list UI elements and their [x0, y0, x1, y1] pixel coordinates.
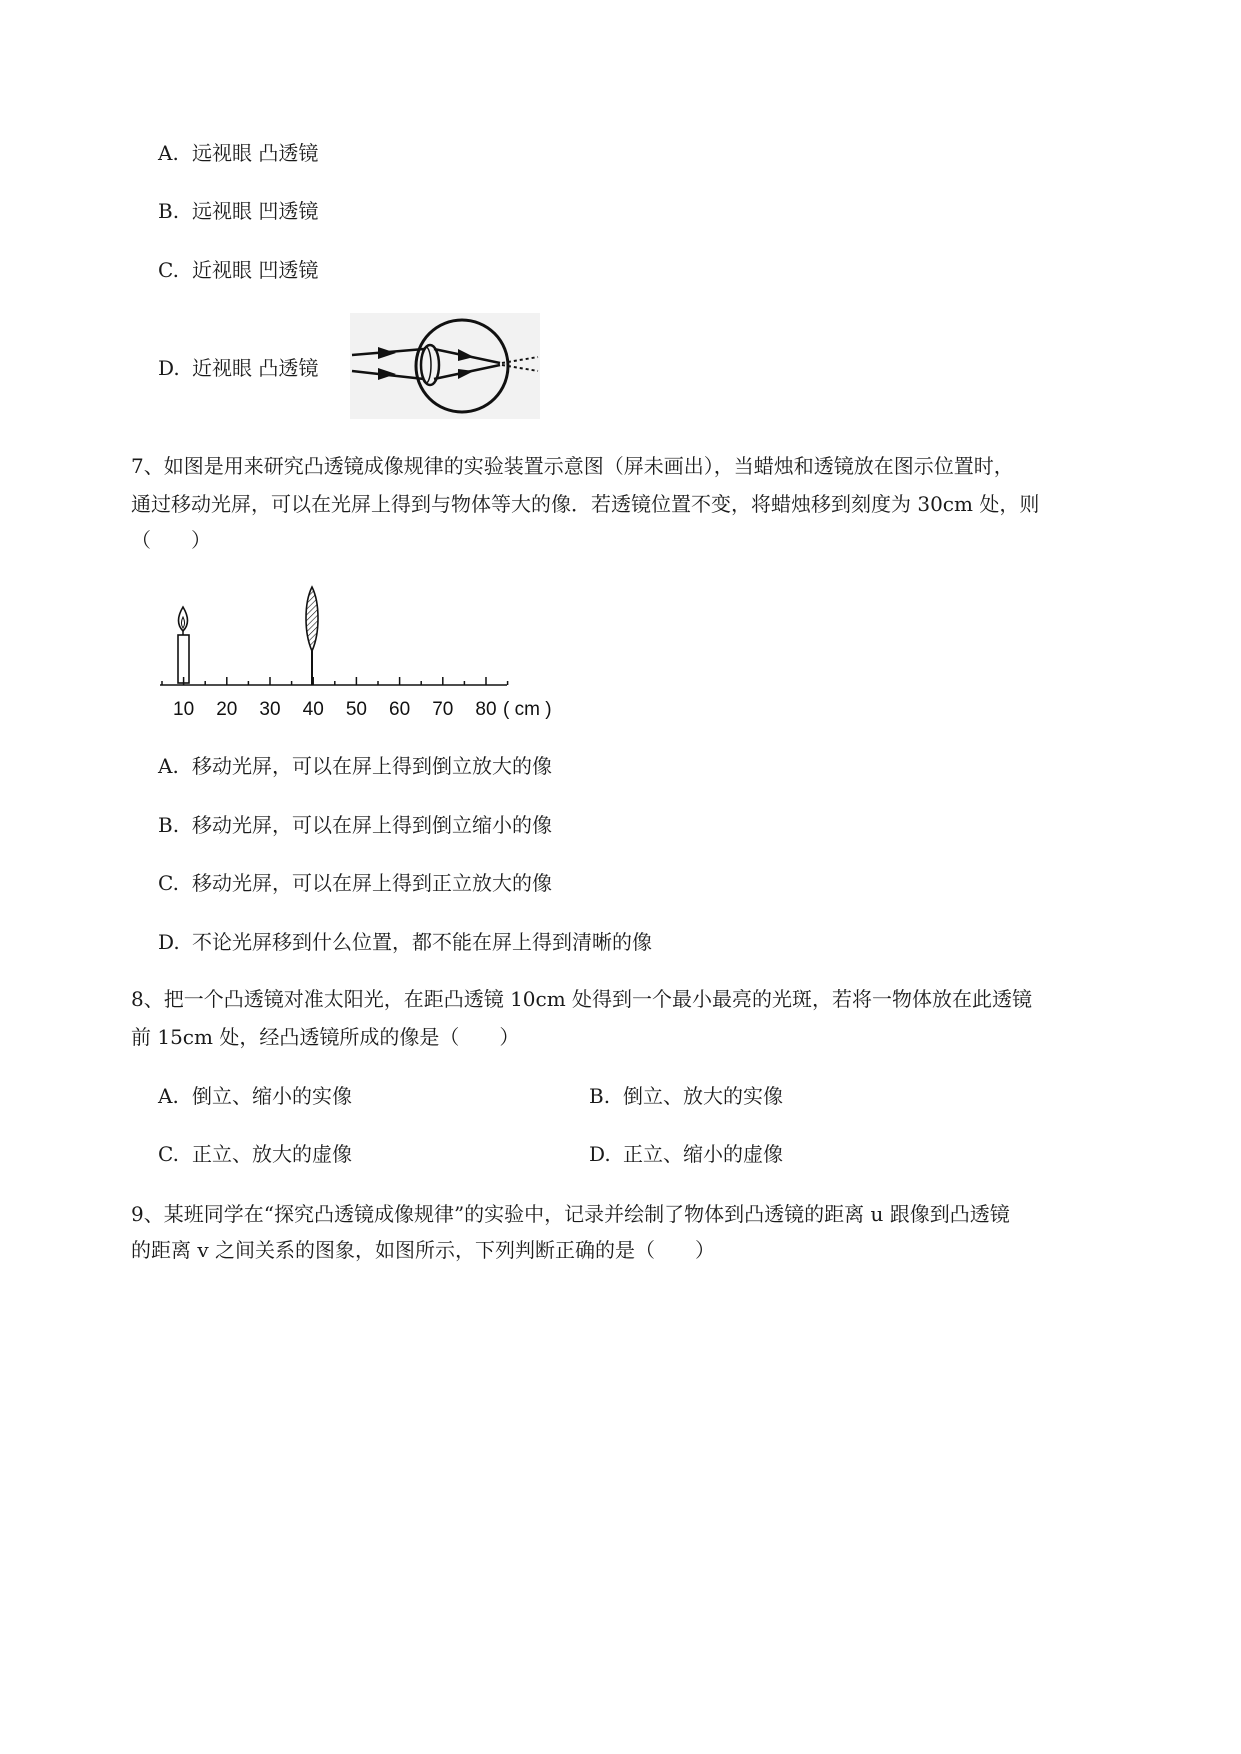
- option-text: 倒立、放大的实像: [623, 1084, 783, 1108]
- option-text: 移动光屏，可以在屏上得到倒立缩小的像: [192, 813, 552, 837]
- option-text: 远视眼 凹透镜: [192, 199, 319, 223]
- q8-stem-line1: 8、把一个凸透镜对准太阳光，在距凸透镜 10cm 处得到一个最小最亮的光斑，若将一物体放在此透镜: [131, 987, 1033, 1011]
- ruler-label: 60: [389, 699, 411, 720]
- q7-stem-line3: （ ）: [131, 528, 211, 552]
- option-letter: B.: [158, 199, 180, 223]
- q6-option-d[interactable]: [158, 356, 318, 380]
- q7-option-a[interactable]: [158, 754, 552, 778]
- q6-option-c[interactable]: [158, 258, 318, 282]
- option-letter: A.: [158, 141, 179, 165]
- ruler-label: 10: [173, 699, 195, 720]
- q8-option-a[interactable]: [158, 1084, 352, 1108]
- option-letter: C.: [158, 871, 179, 895]
- ruler-label: 40: [302, 699, 324, 720]
- option-text: 近视眼 凹透镜: [192, 258, 319, 282]
- q6-option-a[interactable]: [158, 141, 318, 165]
- option-letter: C.: [158, 258, 179, 282]
- optical-bench-diagram: [155, 585, 555, 725]
- q7-stem-line2: 通过移动光屏，可以在光屏上得到与物体等大的像．若透镜位置不变，将蜡烛移到刻度为 30cm 处，则: [131, 492, 1040, 516]
- q9-stem-line1: 9、某班同学在“探究凸透镜成像规律”的实验中，记录并绘制了物体到凸透镜的距离 u 跟像到凸透镜: [131, 1202, 1010, 1226]
- q7-stem-line1: 7、如图是用来研究凸透镜成像规律的实验装置示意图（屏未画出），当蜡烛和透镜放在图示位置时，: [131, 454, 1014, 478]
- q7-option-d[interactable]: [158, 930, 652, 954]
- ruler-unit: ( cm ): [503, 699, 552, 720]
- option-text: 移动光屏，可以在屏上得到正立放大的像: [192, 871, 552, 895]
- ruler-label: 80: [475, 699, 497, 720]
- ruler-label: 30: [259, 699, 281, 720]
- option-letter: D.: [158, 356, 180, 380]
- q9-stem-line2: 的距离 v 之间关系的图象，如图所示，下列判断正确的是（ ）: [131, 1238, 716, 1262]
- option-letter: B.: [158, 813, 180, 837]
- option-text: 近视眼 凸透镜: [192, 356, 319, 380]
- ruler-labels: [173, 699, 497, 720]
- q8-option-b[interactable]: [589, 1084, 783, 1108]
- q8-option-d[interactable]: [589, 1142, 783, 1166]
- convex-lens: [306, 587, 318, 651]
- option-letter: C.: [158, 1142, 179, 1166]
- q6-option-b[interactable]: [158, 199, 318, 223]
- q8-option-c[interactable]: [158, 1142, 352, 1166]
- option-letter: D.: [589, 1142, 611, 1166]
- ruler-label: 50: [345, 699, 367, 720]
- option-text: 移动光屏，可以在屏上得到倒立放大的像: [192, 754, 552, 778]
- option-text: 不论光屏移到什么位置，都不能在屏上得到清晰的像: [192, 930, 652, 954]
- option-text: 远视眼 凸透镜: [192, 141, 319, 165]
- q7-option-c[interactable]: [158, 871, 552, 895]
- q8-stem-line2: 前 15cm 处，经凸透镜所成的像是（ ）: [131, 1025, 520, 1049]
- ruler-label: 70: [432, 699, 454, 720]
- ruler-ticks: [162, 677, 508, 685]
- option-letter: A.: [158, 1084, 179, 1108]
- option-text: 正立、缩小的虚像: [623, 1142, 783, 1166]
- option-letter: D.: [158, 930, 180, 954]
- option-letter: B.: [589, 1084, 611, 1108]
- option-letter: A.: [158, 754, 179, 778]
- candle-flame-inner: [182, 617, 185, 628]
- option-text: 正立、放大的虚像: [192, 1142, 352, 1166]
- eye-diagram-background: [350, 313, 540, 419]
- ruler-label: 20: [216, 699, 238, 720]
- option-text: 倒立、缩小的实像: [192, 1084, 352, 1108]
- q7-option-b[interactable]: [158, 813, 552, 837]
- eye-diagram: [350, 313, 540, 419]
- candle: [178, 635, 189, 683]
